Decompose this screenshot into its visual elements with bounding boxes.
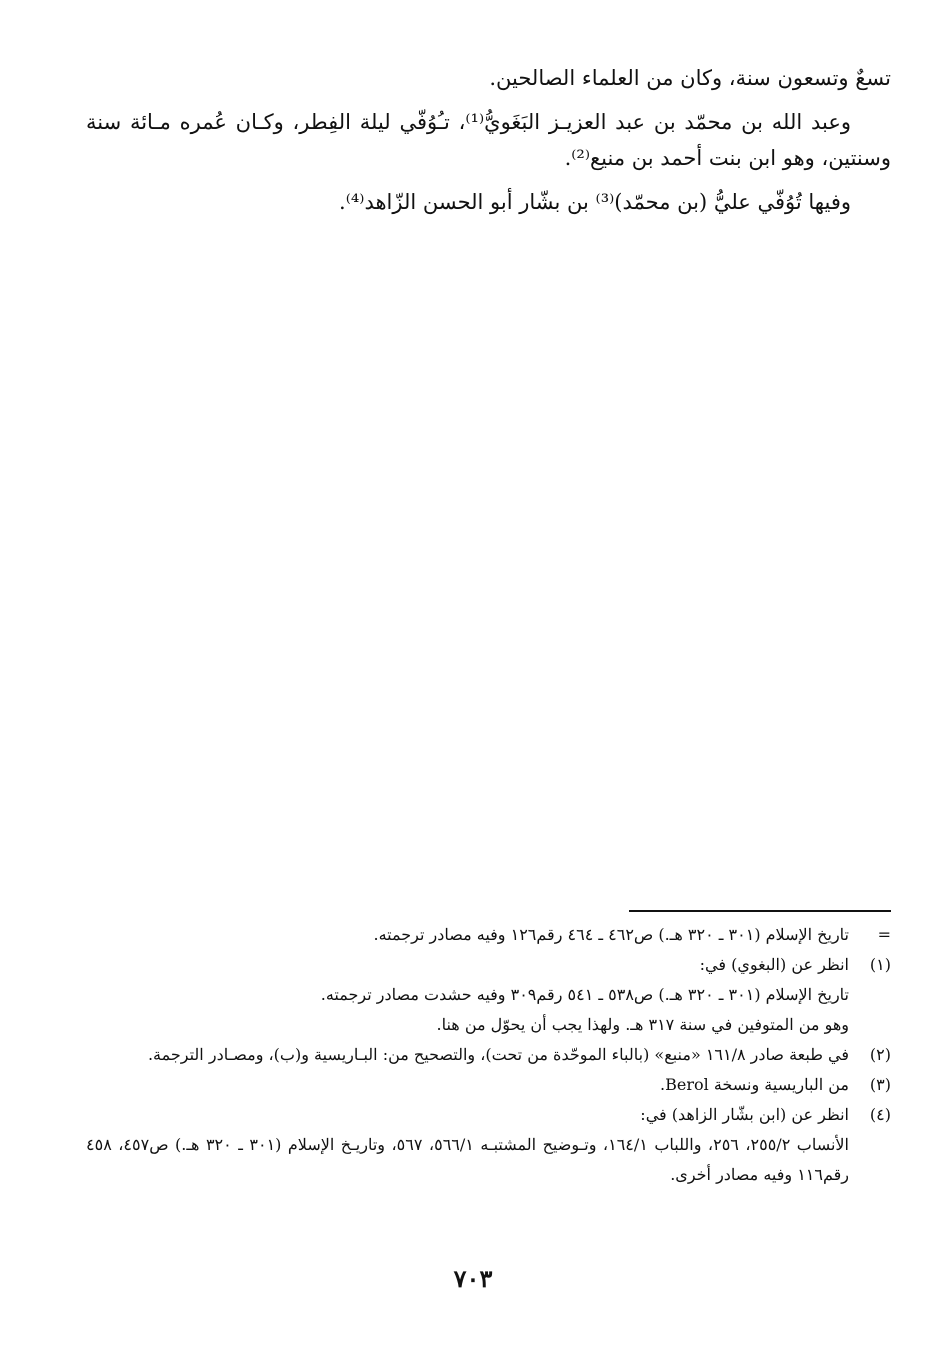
footnote-marker: = <box>877 925 891 944</box>
footnotes-section <box>86 910 891 1190</box>
footnote-line: الأنساب ٢٥٥/٢، ٢٥٦، واللباب ١٦٤/١، وتـوضيح المشتبـه ٥٦٦/١، ٥٦٧، وتاريـخ الإسلام (٣٠١ ـ ٣٢٠ هـ.) ص٤٥٧، ٤٥٨ رقم١١٦ وفيه مصادر أخرى. <box>86 1135 849 1184</box>
footnote-4 <box>86 1100 891 1190</box>
main-text <box>86 60 891 228</box>
footnote-body <box>86 950 849 1040</box>
footnote-line: تاريخ الإسلام (٣٠١ ـ ٣٢٠ هـ.) ص٥٣٨ ـ ٥٤١ رقم٣٠٩ وفيه حشدت مصادر ترجمته. <box>320 985 849 1004</box>
footnote-body <box>86 920 849 950</box>
footnote-body <box>86 1070 849 1100</box>
footnote-3 <box>86 1070 891 1100</box>
footnote-marker: (٣) <box>869 1075 891 1094</box>
footnote-line: انظر عن (ابن بشّار الزاهد) في: <box>640 1105 849 1124</box>
footnote-body <box>86 1040 849 1070</box>
footnote-separator-rule <box>629 910 891 912</box>
paragraph-2: وعبد الله بن محمّد بن عبد العزيـز البَغَويُّ⁽¹⁾، تـُوُفّي ليلة الفِطر، وكـان عُمره مـائة سنة وسنتين، وهو ابن بنت أحمد بن منيع⁽²⁾. <box>86 110 891 170</box>
paragraph-1: تسعٌ وتسعون سنة، وكان من العلماء الصالحين. <box>489 66 891 90</box>
footnote-2 <box>86 1040 891 1070</box>
footnote-line: وهو من المتوفين في سنة ٣١٧ هـ. ولهذا يجب أن يحوّل من هنا. <box>436 1015 849 1034</box>
footnote-line: انظر عن (البغوي) في: <box>699 955 849 974</box>
footnote-marker: (٢) <box>869 1045 891 1064</box>
footnote-1 <box>86 950 891 1040</box>
footnote-marker: (١) <box>869 955 891 974</box>
footnote-line: في طبعة صادر ١٦١/٨ «منبع» (بالباء الموحّدة من تحت)، والتصحيح من: البـاريسية و(ب)، ومصـادر الترجمة. <box>147 1045 849 1064</box>
footnote-line: من الباريسية ونسخة Berol. <box>660 1075 849 1094</box>
footnote-continuation <box>86 920 891 950</box>
page-number: ٧٠٣ <box>453 1264 493 1293</box>
footnote-body <box>86 1100 849 1190</box>
paragraph-3: وفيها تُوُفّي عليُّ (بن محمّد)⁽³⁾ بن بشّار أبو الحسن الزّاهد⁽⁴⁾. <box>339 190 851 214</box>
footnote-marker: (٤) <box>869 1105 891 1124</box>
footnote-line: تاريخ الإسلام (٣٠١ ـ ٣٢٠ هـ.) ص٤٦٢ ـ ٤٦٤ رقم١٢٦ وفيه مصادر ترجمته. <box>373 925 849 944</box>
